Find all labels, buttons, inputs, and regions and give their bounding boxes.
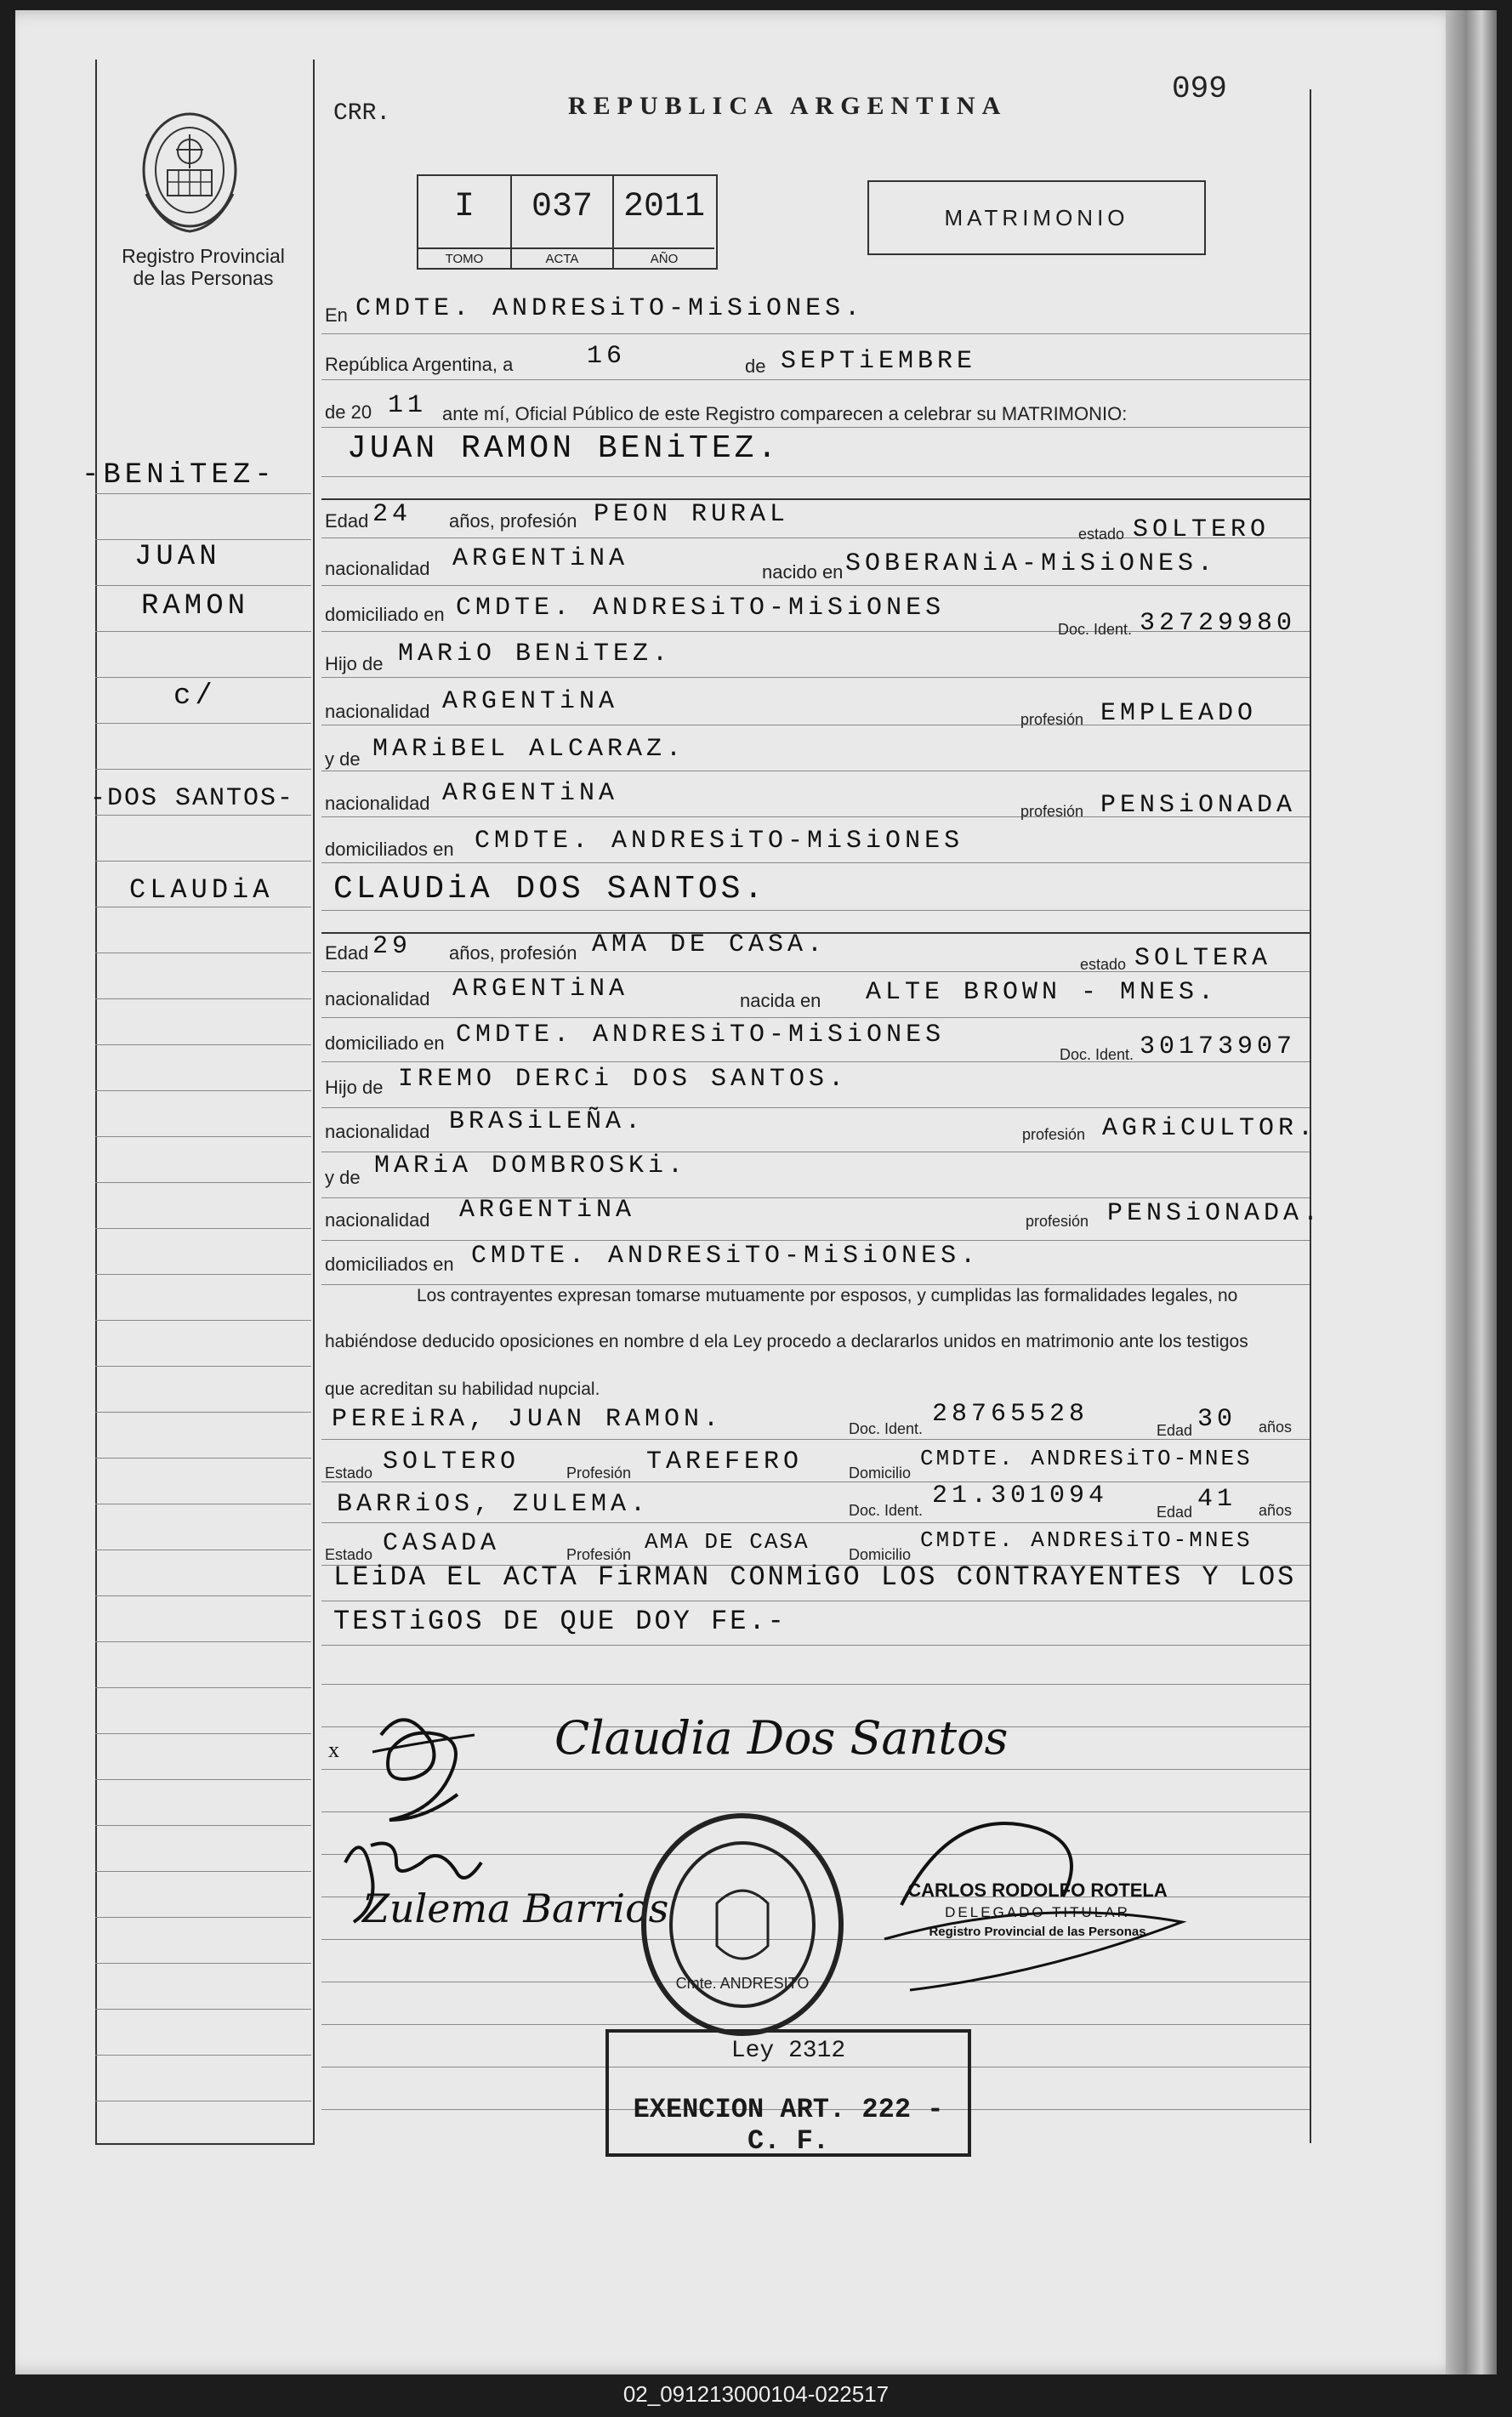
- margin-ruled-line: [95, 1182, 311, 1183]
- declaration-line1: Los contrayentes expresan tomarse mutuamente por esposos, y cumplidas las formalidades legales, no: [417, 1286, 1238, 1305]
- label-hijo-de-groom: Hijo de: [325, 653, 384, 674]
- label-anos-w2: años: [1259, 1502, 1293, 1519]
- margin-ruled-line: [95, 539, 311, 540]
- bride-nationality: ARGENTiNA: [452, 975, 629, 1004]
- witness1-status: SOLTERO: [383, 1447, 520, 1476]
- groom-born-in: SOBERANiA-MiSiONES.: [845, 549, 1218, 578]
- bride-born-in: ALTE BROWN - MNES.: [866, 978, 1219, 1007]
- ruled-line: [321, 333, 1310, 334]
- label-de20: de 20: [325, 401, 372, 423]
- label-nac-bride-father: nacionalidad: [325, 1121, 430, 1142]
- image-id-footer: 02_091213000104-022517: [622, 2381, 890, 2407]
- groom-parents-address: CMDTE. ANDRESiTO-MiSiONES: [475, 827, 964, 856]
- margin-ruled-line: [95, 1595, 311, 1596]
- groom-address: CMDTE. ANDRESiTO-MiSiONES: [456, 594, 946, 623]
- officer-stamp: [876, 1811, 1199, 1999]
- label-nac-groom-father: nacionalidad: [325, 701, 430, 722]
- bride-profession: AMA DE CASA.: [592, 930, 827, 959]
- bride-name: CLAUDiA DOS SANTOS.: [333, 871, 767, 907]
- bride-father-nationality: BRASiLEÑA.: [449, 1107, 645, 1136]
- margin-surname-bride: -DOS SANTOS-: [90, 784, 295, 813]
- officer-title: DELEGADO TITULAR: [945, 1904, 1130, 1920]
- ruled-line: [321, 1240, 1310, 1241]
- margin-ruled-line: [95, 815, 311, 816]
- label-anos-prof-bride: años, profesión: [449, 942, 577, 964]
- book-spine: [1446, 10, 1497, 2374]
- tomo-acta-anio-box: [417, 174, 718, 270]
- witness1-name: PEREiRA, JUAN RAMON.: [332, 1405, 724, 1434]
- stamp-law: Ley 2312: [730, 2038, 846, 2064]
- label-prof-w2: Profesión: [566, 1546, 632, 1563]
- bride-mother-nationality: ARGENTiNA: [459, 1196, 636, 1225]
- witness2-age: 41: [1197, 1485, 1237, 1514]
- witness2-doc: 21.301094: [932, 1481, 1109, 1510]
- anio-caption: AÑO: [614, 247, 714, 270]
- label-domicilio-w1: Domicilio: [849, 1464, 912, 1481]
- witness-signature: Zulema Barrios: [362, 1885, 669, 1931]
- margin-ruled-line: [95, 1412, 311, 1413]
- margin-column-frame: [95, 60, 315, 2145]
- margin-ruled-line: [95, 1044, 311, 1045]
- margin-ruled-line: [95, 1320, 311, 1321]
- tomo-cell: [418, 176, 512, 247]
- margin-ruled-line: [95, 1136, 311, 1137]
- act-type-box: MATRIMONIO: [867, 180, 1206, 255]
- label-anos-w1: años: [1259, 1419, 1293, 1436]
- margin-ruled-line: [95, 1825, 311, 1826]
- act-place: CMDTE. ANDRESiTO-MiSiONES.: [355, 294, 865, 323]
- groom-status: SOLTERO: [1133, 515, 1270, 544]
- bride-mother-profession: PENSiONADA.: [1107, 1199, 1323, 1228]
- ruled-line: [321, 1284, 1310, 1285]
- registry-name: Registro Provincial: [122, 245, 285, 267]
- ruled-line: [321, 498, 1310, 500]
- label-nacida-en: nacida en: [740, 990, 821, 1011]
- margin-ruled-line: [95, 631, 311, 632]
- margin-ruled-line: [95, 998, 311, 999]
- label-hijo-de-bride: Hijo de: [325, 1077, 384, 1098]
- label-anos-prof-groom: años, profesión: [449, 510, 577, 532]
- anio-value: 2011: [622, 188, 705, 226]
- witness2-profession: AMA DE CASA: [645, 1529, 810, 1555]
- label-nac-bride-mother: nacionalidad: [325, 1209, 430, 1231]
- margin-surname-groom: -BENiTEZ-: [82, 459, 276, 492]
- margin-ruled-line: [95, 1641, 311, 1642]
- groom-father-profession: EMPLEADO: [1100, 699, 1258, 728]
- reference-code: CRR.: [333, 100, 391, 127]
- margin-ruled-line: [95, 585, 311, 586]
- bride-signature: Claudia Dos Santos: [554, 1711, 1009, 1765]
- margin-ruled-line: [95, 861, 311, 862]
- label-prof-groom-mother: profesión: [1020, 803, 1084, 820]
- seal-center-text: Cmte. ANDRESITO: [675, 1975, 810, 1992]
- bride-mother: MARiA DOMBROSKi.: [374, 1152, 688, 1180]
- label-domiciliados-groom: domiciliados en: [325, 839, 454, 860]
- witness2-address: CMDTE. ANDRESiTO-MNES: [920, 1527, 1253, 1553]
- folio-number: 099: [1172, 71, 1227, 106]
- tomo-value: I: [453, 188, 475, 226]
- label-edad-groom: Edad: [325, 510, 369, 532]
- margin-ruled-line: [95, 2009, 311, 2010]
- label-en: En: [325, 304, 348, 326]
- officer-name: CARLOS RODOLFO ROTELA: [907, 1880, 1168, 1901]
- label-y-de-bride: y de: [325, 1167, 361, 1188]
- witness1-address: CMDTE. ANDRESiTO-MNES: [920, 1446, 1253, 1471]
- ruled-line: [321, 1522, 1310, 1523]
- label-domiciliado-bride: domiciliado en: [325, 1032, 445, 1054]
- label-nacionalidad-groom: nacionalidad: [325, 558, 430, 579]
- declaration-line3: que acreditan su habilidad nupcial.: [325, 1379, 600, 1399]
- margin-ruled-line: [95, 1228, 311, 1229]
- bride-doc: 30173907: [1140, 1032, 1297, 1061]
- ruled-line: [321, 1061, 1310, 1062]
- groom-nationality: ARGENTiNA: [452, 544, 629, 573]
- ruled-line: [321, 476, 1310, 477]
- margin-ruled-line: [95, 2055, 311, 2056]
- margin-ruled-line: [95, 1779, 311, 1780]
- stamp-exemption: EXENCION ART. 222 - C. F.: [633, 2094, 944, 2157]
- margin-given-groom: JUAN: [134, 541, 221, 573]
- margin-ruled-line: [95, 723, 311, 724]
- margin-ruled-line: [95, 1733, 311, 1734]
- witness2-status: CASADA: [383, 1529, 501, 1558]
- label-domicilio-w2: Domicilio: [849, 1546, 912, 1563]
- bride-parents-address: CMDTE. ANDRESiTO-MiSiONES.: [471, 1242, 981, 1271]
- label-doc-groom: Doc. Ident.: [1058, 621, 1133, 638]
- ruled-line: [321, 1645, 1310, 1646]
- ruled-line: [321, 1481, 1310, 1482]
- ruled-line: [321, 1017, 1310, 1018]
- closing-line1: LEiDA EL ACTA FiRMAN CONMiGO LOS CONTRAYENTES Y LOS: [333, 1561, 1297, 1593]
- witness2-name: BARRiOS, ZULEMA.: [337, 1490, 651, 1519]
- declaration-line2: habiéndose deducido oposiciones en nombre d ela Ley procedo a declararlos unidos en matrimonio ante los testigos: [325, 1332, 1248, 1351]
- margin-ruled-line: [95, 1917, 311, 1918]
- margin-ruled-line: [95, 769, 311, 770]
- act-year-suffix: 11: [388, 391, 428, 420]
- label-estado-groom: estado: [1078, 526, 1125, 543]
- label-prof-bride-mother: profesión: [1026, 1213, 1089, 1230]
- margin-ruled-line: [95, 1274, 311, 1275]
- officer-organization: Registro Provincial de las Personas: [929, 1925, 1146, 1939]
- ruled-line: [321, 862, 1310, 863]
- margin-ruled-line: [95, 1090, 311, 1091]
- label-doc-w1: Doc. Ident.: [849, 1420, 924, 1437]
- groom-mother-nationality: ARGENTiNA: [442, 779, 619, 808]
- margin-ruled-line: [95, 1458, 311, 1459]
- label-y-de-groom: y de: [325, 748, 361, 770]
- margin-given2-groom: RAMON: [141, 590, 250, 623]
- svg-text:x: x: [328, 1737, 339, 1762]
- margin-ruled-line: [95, 1687, 311, 1688]
- ruled-line: [321, 677, 1310, 678]
- label-prof-w1: Profesión: [566, 1464, 632, 1481]
- document-title: REPUBLICA ARGENTINA: [568, 92, 1008, 120]
- groom-age: 24: [372, 500, 412, 529]
- ruled-line: [321, 585, 1310, 586]
- label-nacido-en: nacido en: [762, 561, 844, 583]
- label-edad-w1: Edad: [1157, 1422, 1193, 1439]
- margin-ruled-line: [95, 1963, 311, 1964]
- ruled-line: [321, 427, 1310, 428]
- ruled-line: [321, 379, 1310, 380]
- label-estado-bride: estado: [1080, 956, 1127, 973]
- margin-connector: c/: [173, 680, 217, 713]
- label-doc-bride: Doc. Ident.: [1060, 1046, 1134, 1063]
- label-doc-w2: Doc. Ident.: [849, 1502, 924, 1519]
- exemption-stamp: [605, 2029, 971, 2157]
- ruled-line: [321, 1684, 1310, 1685]
- closing-line2: TESTiGOS DE QUE DOY FE.-: [333, 1606, 787, 1637]
- groom-profession: PEON RURAL: [594, 500, 790, 529]
- groom-mother: MARiBEL ALCARAZ.: [372, 735, 686, 764]
- label-edad-w2: Edad: [1157, 1504, 1193, 1521]
- witness1-doc: 28765528: [932, 1400, 1089, 1429]
- witness1-age: 30: [1197, 1405, 1237, 1434]
- groom-father-nationality: ARGENTiNA: [442, 687, 619, 716]
- label-ante-mi: ante mí, Oficial Público de este Registro comparecen a celebrar su MATRIMONIO:: [442, 403, 1128, 424]
- label-prof-groom-father: profesión: [1020, 711, 1084, 728]
- label-domiciliados-bride: domiciliados en: [325, 1254, 454, 1275]
- registry-name-line2: de las Personas: [133, 267, 274, 289]
- label-republica: República Argentina, a: [325, 354, 514, 375]
- bride-father-profession: AGRiCULTOR.: [1102, 1114, 1318, 1143]
- label-estado-w1: Estado: [325, 1464, 373, 1481]
- margin-ruled-line: [95, 493, 311, 494]
- witness1-profession: TAREFERO: [646, 1447, 804, 1476]
- margin-given-bride: CLAUDiA: [129, 874, 274, 906]
- label-prof-bride-father: profesión: [1022, 1126, 1086, 1143]
- bride-status: SOLTERA: [1134, 944, 1272, 973]
- registry-round-seal: [636, 1810, 849, 2039]
- margin-ruled-line: [95, 1366, 311, 1367]
- groom-doc: 32729980: [1140, 609, 1297, 638]
- anio-cell: [614, 176, 714, 247]
- label-domiciliado-groom: domiciliado en: [325, 604, 445, 625]
- label-edad-bride: Edad: [325, 942, 369, 964]
- act-month: SEPTiEMBRE: [781, 347, 977, 376]
- groom-father: MARiO BENiTEZ.: [398, 640, 673, 668]
- label-estado-w2: Estado: [325, 1546, 373, 1563]
- bride-address: CMDTE. ANDRESiTO-MiSiONES: [456, 1021, 946, 1049]
- margin-ruled-line: [95, 677, 311, 678]
- bride-father: IREMO DERCi DOS SANTOS.: [398, 1065, 849, 1094]
- tomo-caption: TOMO: [418, 247, 512, 270]
- label-de: de: [745, 355, 766, 377]
- acta-cell: [512, 176, 614, 247]
- bride-age: 29: [372, 932, 412, 961]
- act-day: 16: [587, 342, 627, 371]
- groom-mother-profession: PENSiONADA: [1100, 791, 1297, 820]
- acta-value: 037: [531, 188, 593, 226]
- acta-caption: ACTA: [512, 247, 614, 270]
- ruled-line: [321, 910, 1310, 911]
- label-nac-groom-mother: nacionalidad: [325, 793, 430, 814]
- margin-ruled-line: [95, 1871, 311, 1872]
- province-coat-of-arms-icon: [138, 109, 242, 235]
- label-nacionalidad-bride: nacionalidad: [325, 988, 430, 1009]
- groom-name: JUAN RAMON BENiTEZ.: [347, 430, 781, 467]
